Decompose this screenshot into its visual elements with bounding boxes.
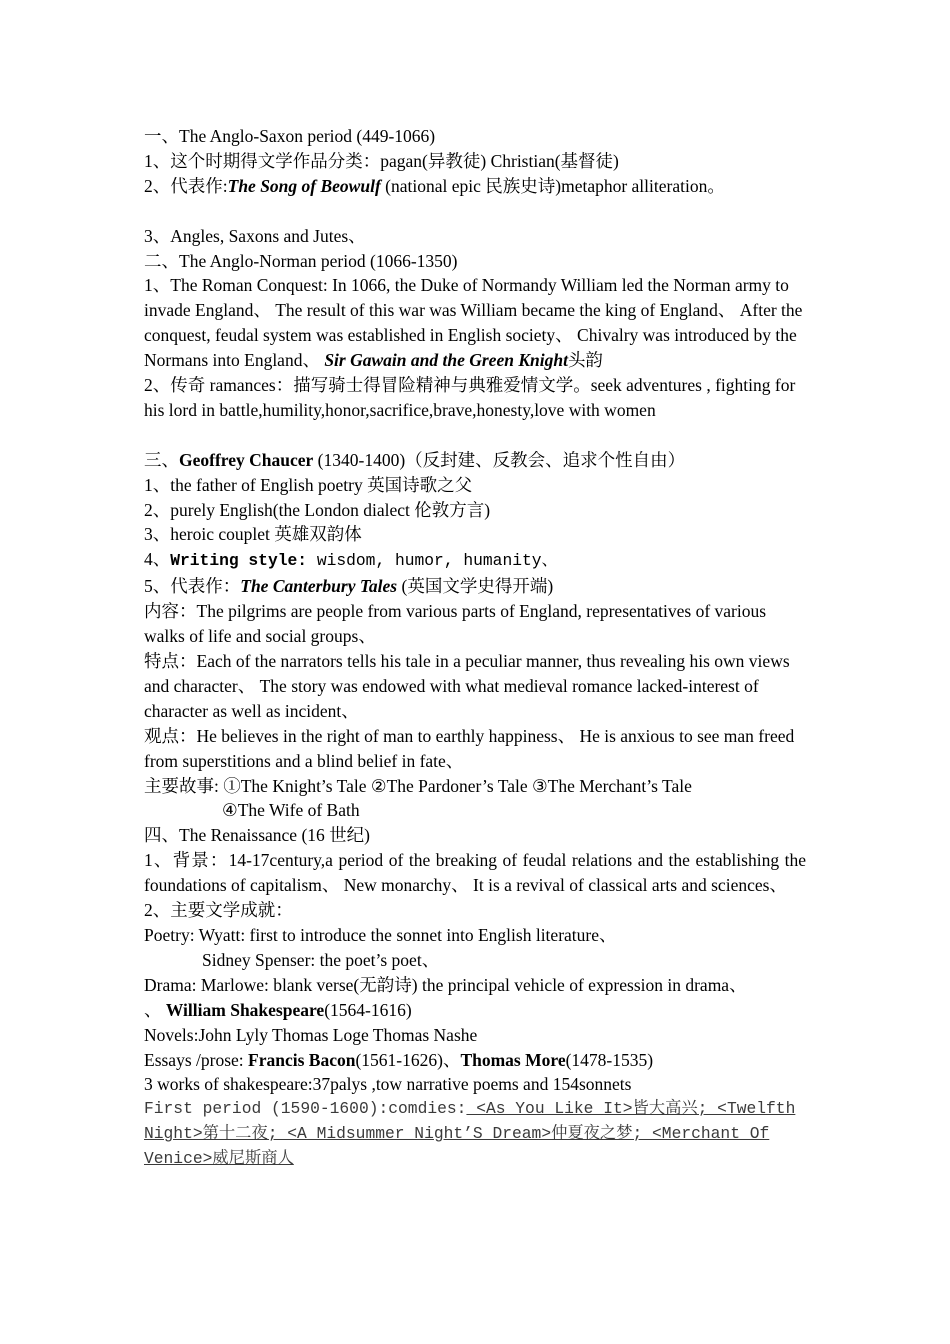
author-name: Geoffrey Chaucer bbox=[179, 449, 314, 470]
paragraph-gap bbox=[144, 199, 806, 224]
paragraph-background: 1、背景：14-17century,a period of the breaking of feudal relations and the establishing the foundations of capitalism、 New monarchy、 It is a revival of classical arts and sciences、 bbox=[144, 850, 806, 896]
text-span: 4、 bbox=[144, 549, 171, 570]
paragraph-first-period bbox=[144, 1097, 806, 1172]
comedies-list: <As You Like It>皆大高兴; <Twelfth Night>第十二夜; <A Midsummer Night’S Dream>仲夏夜之梦; <Merchant Of Venice>威尼斯商人 bbox=[144, 1099, 796, 1169]
author-name: Thomas More bbox=[460, 1049, 566, 1070]
text-span: 三、 bbox=[144, 449, 179, 470]
paragraph-views: 观点：He believes in the right of man to earthly happiness、 He is anxious to see man freed from superstitions and a blind belief in fate、 bbox=[144, 725, 795, 771]
text-span: 头韵 bbox=[567, 350, 603, 371]
work-title: The Canterbury Tales bbox=[240, 576, 398, 597]
paragraph-roman-conquest bbox=[144, 273, 806, 373]
text-span: 、 bbox=[144, 999, 166, 1020]
text-line bbox=[144, 174, 806, 199]
section-heading-anglo-saxon: 一、The Anglo-Saxon period (449-1066) bbox=[144, 126, 436, 146]
paragraph-content: 内容：The pilgrims are people from various parts of England, representatives of various walks of life and social groups、 bbox=[144, 601, 767, 647]
author-name: Francis Bacon bbox=[248, 1049, 356, 1070]
section-heading-renaissance: 四、The Renaissance (16 世纪) bbox=[144, 825, 370, 846]
author-name: William Shakespeare bbox=[165, 999, 325, 1020]
text-line: ④The Wife of Bath bbox=[222, 800, 360, 821]
text-line: Sidney Spenser: the poet’s poet、 bbox=[202, 949, 440, 970]
work-title: The Song of Beowulf bbox=[227, 175, 381, 196]
text-span: Essays /prose: bbox=[144, 1049, 249, 1070]
text-span: (1340-1400)（反封建、反教会、追求个性自由） bbox=[313, 449, 686, 470]
text-span: 5、代表作： bbox=[144, 576, 241, 597]
text-line bbox=[144, 998, 806, 1023]
label-writing-style: Writing style: bbox=[170, 551, 308, 571]
text-line: Poetry: Wyatt: first to introduce the sonnet into English literature、 bbox=[144, 924, 617, 945]
text-line: 3、heroic couplet 英雄双韵体 bbox=[144, 524, 362, 545]
text-span: 1、The Roman Conquest: In 1066, the Duke of Normandy William led the Norman army to invade England、 The result of this war was William became the king of England、 After the conquest, feudal system was established in English society、 Chivalry was introduced by the Normans into England、 bbox=[144, 275, 803, 371]
text-line: 2、purely English(the London dialect 伦敦方言) bbox=[144, 499, 491, 520]
work-title: Sir Gawain and the Green Knight bbox=[324, 350, 568, 371]
text-line: 3 works of shakespeare:37palys ,tow narrative poems and 154sonnets bbox=[144, 1074, 632, 1095]
text-line bbox=[144, 574, 806, 599]
text-line bbox=[144, 547, 806, 574]
text-line: 1、这个时期得文学作品分类：pagan(异教徒) Christian(基督徒) bbox=[144, 150, 619, 171]
text-span: (1561-1626)、 bbox=[355, 1049, 461, 1070]
text-line: 3、Angles, Saxons and Jutes、 bbox=[144, 225, 366, 246]
text-span: First period (1590-1600):comdies: bbox=[144, 1099, 467, 1119]
paragraph-gap bbox=[144, 423, 806, 448]
text-span: (1478-1535) bbox=[565, 1049, 654, 1070]
paragraph-romances: 2、传奇 ramances：描写骑士得冒险精神与典雅爱情文学。seek adventures , fighting for his lord in battle,humility,honor,sacrifice,brave,honesty,love with women bbox=[144, 375, 796, 420]
section-heading-anglo-norman: 二、The Anglo-Norman period (1066-1350) bbox=[144, 250, 458, 271]
text-span: 2、代表作: bbox=[144, 175, 228, 196]
text-line: 1、the father of English poetry 英国诗歌之父 bbox=[144, 474, 473, 495]
text-line: Novels:John Lyly Thomas Loge Thomas Nashe bbox=[144, 1024, 478, 1045]
paragraph-features: 特点：Each of the narrators tells his tale in a peculiar manner, thus revealing his own views and character、 The story was endowed with what medieval romance lacked-interest of character as well as incident、 bbox=[144, 651, 790, 721]
text-line bbox=[144, 1048, 806, 1073]
text-span: (1564-1616) bbox=[324, 999, 412, 1020]
text-line: 主要故事: ①The Knight’s Tale ②The Pardoner’s Tale ③The Merchant’s Tale bbox=[144, 775, 692, 796]
text-span: (英国文学史得开端) bbox=[397, 576, 554, 597]
text-line: Drama: Marlowe: blank verse(无韵诗) the principal vehicle of expression in drama、 bbox=[144, 974, 747, 995]
text-span: wisdom, humor, humanity、 bbox=[307, 551, 558, 571]
text-line: 2、主要文学成就： bbox=[144, 900, 293, 921]
text-span: (national epic 民族史诗)metaphor alliteration。 bbox=[380, 175, 725, 196]
document-body bbox=[144, 124, 806, 1172]
section-heading-chaucer bbox=[144, 448, 806, 473]
